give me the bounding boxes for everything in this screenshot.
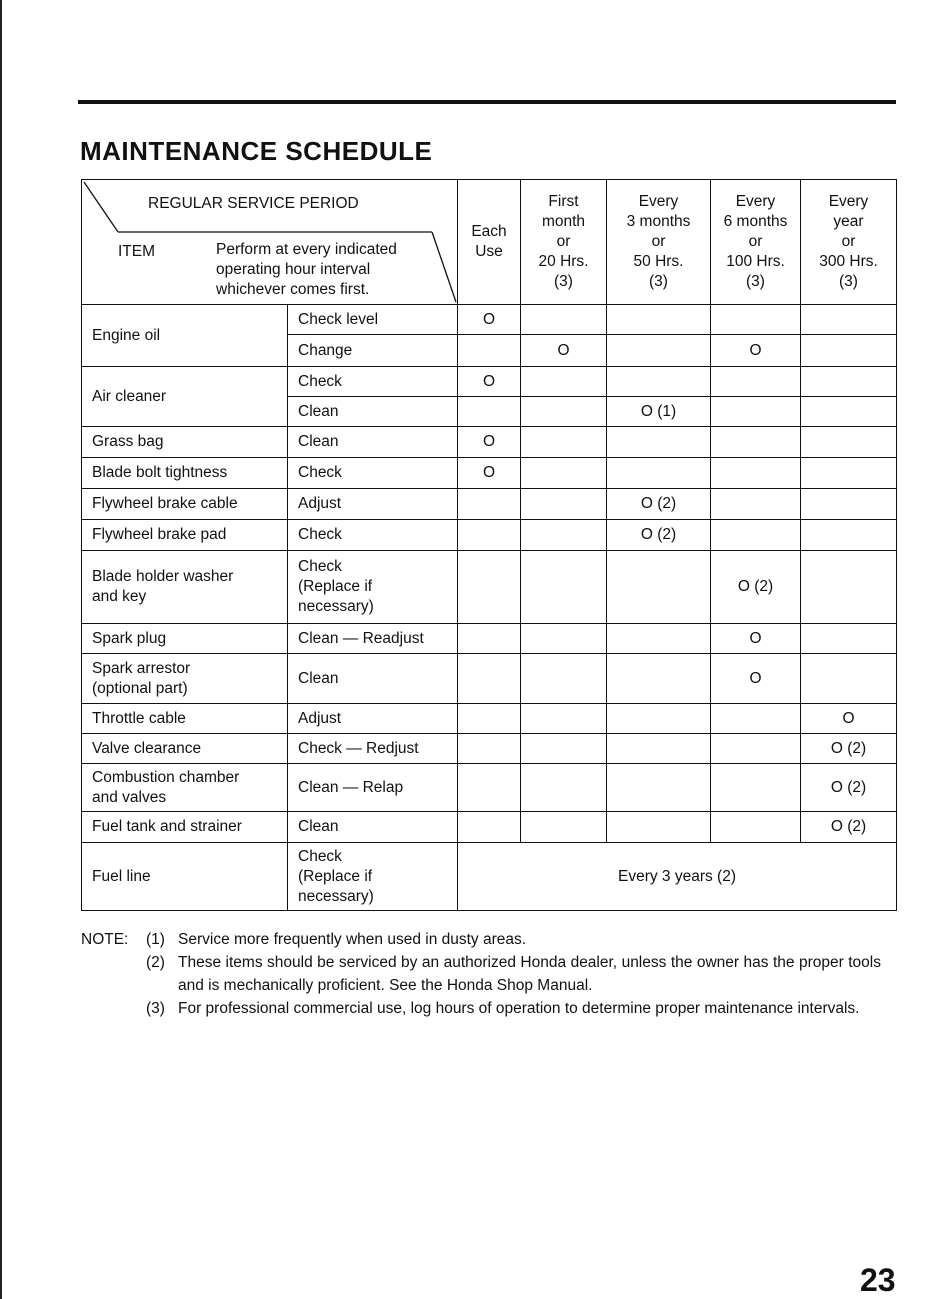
header-line: First [548, 193, 579, 210]
action-text: Check level [298, 310, 379, 328]
note-item [81, 997, 881, 1020]
schedule-cell [521, 704, 607, 734]
schedule-cell [458, 335, 521, 367]
header-line: (3) [649, 273, 668, 290]
action-cell [288, 764, 458, 812]
perform-line: whichever comes first. [216, 281, 370, 298]
header-line: Use [475, 243, 503, 260]
action-cell [288, 397, 458, 427]
schedule-cell [607, 335, 711, 367]
schedule-cell [458, 624, 521, 654]
schedule-cell [521, 489, 607, 520]
schedule-cell [521, 551, 607, 624]
header-line: 100 Hrs. [726, 253, 785, 270]
schedule-cell [801, 458, 897, 489]
schedule-cell [801, 654, 897, 704]
service-mark: O (2) [640, 495, 677, 512]
action-text: Clean [298, 818, 339, 835]
perform-instruction [216, 240, 397, 300]
schedule-cell [458, 520, 521, 551]
schedule-cell [607, 654, 711, 704]
schedule-cell [711, 734, 801, 764]
item-name: Fuel line [92, 867, 151, 885]
item-name: Spark plug [92, 629, 167, 647]
note-text: Service more frequently when used in dusty areas. [178, 931, 527, 948]
schedule-cell [711, 397, 801, 427]
schedule-cell [801, 551, 897, 624]
schedule-cell [801, 520, 897, 551]
schedule-cell [458, 812, 521, 843]
page-edge [0, 0, 2, 1299]
schedule-cell [521, 335, 607, 367]
action-cell [288, 335, 458, 367]
table-row [82, 812, 897, 843]
item-cell [82, 551, 288, 624]
schedule-cell [521, 624, 607, 654]
note-label: NOTE: [81, 931, 129, 948]
schedule-cell [801, 367, 897, 397]
table-row [82, 520, 897, 551]
item-name: Blade bolt tightness [92, 464, 228, 481]
item-name: Throttle cable [92, 709, 186, 727]
action-cell [288, 305, 458, 335]
action-text: (Replace if [298, 867, 373, 885]
item-name: Engine oil [92, 326, 161, 344]
service-mark: O (2) [830, 778, 867, 796]
header-line: month [541, 213, 586, 230]
schedule-cell [607, 551, 711, 624]
header-line: or [651, 233, 666, 250]
note-number: (1) [146, 931, 165, 948]
service-mark: O (2) [640, 526, 677, 543]
header-row [82, 180, 897, 305]
action-cell [288, 704, 458, 734]
action-text: Clean — Relap [298, 778, 404, 796]
item-name: Spark arrestor [92, 659, 191, 677]
header-line: 3 months [626, 213, 691, 230]
item-label: ITEM [118, 243, 156, 260]
schedule-cell [458, 764, 521, 812]
schedule-cell [607, 367, 711, 397]
service-mark: O (2) [737, 578, 774, 595]
item-name: Flywheel brake pad [92, 526, 227, 543]
action-text: Clean [298, 402, 339, 420]
service-mark: O [482, 310, 496, 328]
header-line: 50 Hrs. [633, 253, 684, 270]
action-cell [288, 458, 458, 489]
table-row [82, 458, 897, 489]
column-header-3-months [607, 180, 711, 305]
schedule-cell [458, 489, 521, 520]
item-cell [82, 367, 288, 427]
schedule-cell [458, 305, 521, 335]
note-text: For professional commercial use, log hours of operation to determine proper maintenance intervals. [178, 1000, 860, 1017]
schedule-cell [458, 367, 521, 397]
header-line: or [748, 233, 763, 250]
item-name: Fuel tank and strainer [92, 818, 242, 835]
maintenance-table [81, 179, 897, 911]
action-cell [288, 654, 458, 704]
schedule-cell [801, 397, 897, 427]
schedule-cell [607, 734, 711, 764]
action-text: (Replace if [298, 578, 373, 595]
schedule-cell [607, 624, 711, 654]
schedule-cell [458, 427, 521, 458]
schedule-cell [711, 335, 801, 367]
header-line: Every [828, 193, 869, 210]
item-name: Combustion chamber [92, 768, 240, 786]
table-row [82, 654, 897, 704]
column-header-every-year [801, 180, 897, 305]
item-cell [82, 427, 288, 458]
page-title: MAINTENANCE SCHEDULE [80, 136, 433, 166]
schedule-cell [711, 551, 801, 624]
header-line: or [841, 233, 856, 250]
note-number: (2) [146, 954, 165, 971]
action-text: Clean — Readjust [298, 629, 424, 647]
service-mark: O [482, 372, 496, 390]
schedule-cell [458, 704, 521, 734]
item-cell [82, 704, 288, 734]
item-name: and key [92, 588, 147, 605]
schedule-cell [801, 812, 897, 843]
perform-line: operating hour interval [216, 261, 371, 278]
item-cell [82, 520, 288, 551]
header-line: 300 Hrs. [819, 253, 878, 270]
action-text: Check [298, 464, 342, 481]
schedule-cell [801, 305, 897, 335]
table-row [82, 704, 897, 734]
schedule-cell [521, 520, 607, 551]
action-cell [288, 427, 458, 458]
action-text: Check [298, 372, 342, 390]
note-item [81, 928, 881, 951]
action-text: Check [298, 847, 342, 865]
table-row [82, 367, 897, 397]
schedule-cell [521, 654, 607, 704]
merged-interval-cell: Every 3 years (2) [458, 843, 897, 911]
schedule-cell [711, 305, 801, 335]
header-line: (3) [839, 273, 858, 290]
schedule-cell [801, 704, 897, 734]
schedule-cell [801, 734, 897, 764]
action-cell [288, 812, 458, 843]
schedule-cell [521, 812, 607, 843]
schedule-cell [607, 704, 711, 734]
page-number: 23 [860, 1262, 896, 1298]
schedule-cell [801, 427, 897, 458]
header-line: or [556, 233, 571, 250]
service-mark: O [749, 669, 762, 687]
header-line: Each [471, 223, 507, 240]
schedule-cell [458, 551, 521, 624]
schedule-cell [607, 397, 711, 427]
notes-section [81, 928, 881, 1020]
table-row [82, 624, 897, 654]
action-text: necessary) [298, 887, 374, 905]
schedule-cell [607, 489, 711, 520]
header-line: Every [735, 193, 776, 210]
action-text: Check [298, 526, 342, 543]
schedule-cell [711, 367, 801, 397]
schedule-cell [521, 397, 607, 427]
service-mark: O [749, 341, 762, 359]
item-name: Grass bag [92, 433, 164, 450]
item-cell [82, 305, 288, 367]
schedule-cell [801, 489, 897, 520]
table-row [82, 427, 897, 458]
schedule-cell [607, 520, 711, 551]
schedule-cell [521, 427, 607, 458]
item-name: Valve clearance [92, 739, 202, 757]
table-row [82, 764, 897, 812]
table-row [82, 734, 897, 764]
schedule-cell [801, 624, 897, 654]
column-header-first-month [521, 180, 607, 305]
action-text: Clean [298, 669, 339, 687]
action-cell [288, 489, 458, 520]
header-line: 6 months [723, 213, 788, 230]
schedule-cell [711, 812, 801, 843]
note-number: (3) [146, 1000, 165, 1017]
regular-service-period-label: REGULAR SERVICE PERIOD [148, 195, 359, 212]
header-corner-cell [82, 180, 458, 305]
schedule-cell [711, 427, 801, 458]
schedule-cell [521, 458, 607, 489]
item-cell [82, 764, 288, 812]
schedule-cell [711, 654, 801, 704]
item-name: Blade holder washer [92, 568, 234, 585]
schedule-cell [607, 812, 711, 843]
service-mark: O [749, 629, 762, 647]
schedule-cell [458, 734, 521, 764]
schedule-cell [711, 704, 801, 734]
action-cell [288, 367, 458, 397]
service-mark: O (2) [830, 739, 867, 757]
service-mark: O [842, 709, 855, 727]
item-cell [82, 654, 288, 704]
top-rule [78, 100, 896, 104]
schedule-cell [521, 305, 607, 335]
item-name: Flywheel brake cable [92, 495, 238, 512]
action-text: Change [298, 341, 353, 359]
action-cell [288, 520, 458, 551]
schedule-cell [521, 734, 607, 764]
item-cell [82, 812, 288, 843]
table-row [82, 843, 897, 911]
schedule-cell [607, 458, 711, 489]
header-line: (3) [554, 273, 573, 290]
service-mark: O [482, 464, 496, 481]
item-cell [82, 734, 288, 764]
schedule-cell [458, 397, 521, 427]
item-cell [82, 843, 288, 911]
action-cell [288, 843, 458, 911]
service-mark: O (1) [640, 402, 677, 420]
schedule-cell [458, 654, 521, 704]
action-cell [288, 734, 458, 764]
column-header-each-use [458, 180, 521, 305]
item-name: (optional part) [92, 679, 188, 697]
header-line: 20 Hrs. [538, 253, 589, 270]
item-cell [82, 458, 288, 489]
header-line: year [833, 213, 864, 230]
schedule-cell [711, 458, 801, 489]
schedule-cell [607, 427, 711, 458]
schedule-cell [801, 764, 897, 812]
schedule-cell [711, 520, 801, 551]
service-mark: O [557, 341, 570, 359]
action-cell [288, 551, 458, 624]
note-text: These items should be serviced by an authorized Honda dealer, unless the owner has the proper tools and is mechanically proficient. See the Honda Shop Manual. [178, 954, 881, 994]
schedule-cell [711, 624, 801, 654]
item-name: and valves [92, 788, 167, 806]
action-cell [288, 624, 458, 654]
action-text: Check [298, 558, 342, 575]
service-mark: O (2) [830, 818, 867, 835]
action-text: Clean [298, 433, 339, 450]
item-cell [82, 489, 288, 520]
perform-line: Perform at every indicated [216, 241, 397, 258]
schedule-cell [801, 335, 897, 367]
table-row [82, 551, 897, 624]
action-text: Check — Redjust [298, 739, 419, 757]
action-text: Adjust [298, 709, 342, 727]
item-name: Air cleaner [92, 387, 167, 405]
schedule-cell [458, 458, 521, 489]
header-line: Every [638, 193, 679, 210]
column-header-6-months [711, 180, 801, 305]
note-item [81, 951, 881, 997]
schedule-cell [711, 489, 801, 520]
item-cell [82, 624, 288, 654]
table-row [82, 305, 897, 335]
header-line: (3) [746, 273, 765, 290]
table-row [82, 489, 897, 520]
schedule-cell [711, 764, 801, 812]
schedule-cell [521, 367, 607, 397]
schedule-cell [521, 764, 607, 812]
action-text: Adjust [298, 495, 342, 512]
action-text: necessary) [298, 598, 374, 615]
schedule-cell [607, 305, 711, 335]
service-mark: O [482, 433, 496, 450]
schedule-cell [607, 764, 711, 812]
